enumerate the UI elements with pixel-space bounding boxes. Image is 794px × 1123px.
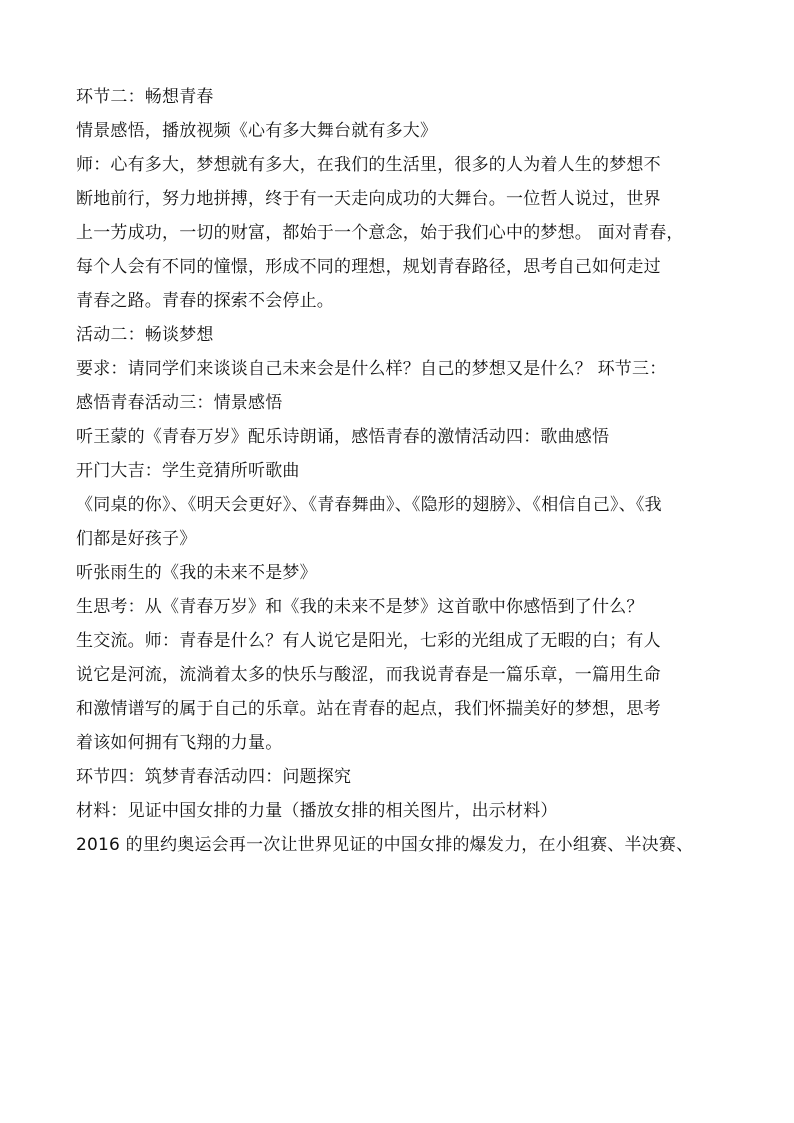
paragraph-line: 《同桌的你》、《明天会更好》、《青春舞曲》、《隐形的翅膀》、《相信自己》、《我 (76, 495, 662, 515)
paragraph-line: 情景感悟，播放视频《心有多大舞台就有多大》 (76, 121, 438, 141)
section-heading: 活动二：畅谈梦想 (76, 325, 214, 345)
paragraph-line: 听张雨生的《我的未来不是梦》 (76, 563, 317, 583)
paragraph-line: 要求：请同学们来谈谈自己未来会是什么样？自己的梦想又是什么？ 环节三： (76, 359, 667, 379)
paragraph-line: 着该如何拥有飞翔的力量。 (76, 733, 283, 753)
paragraph-line: 生思考：从《青春万岁》和《我的未来不是梦》这首歌中你感悟到了什么？ (76, 597, 644, 617)
section-heading: 环节二：畅想青春 (76, 87, 214, 107)
paragraph-line: 们都是好孩子》 (76, 529, 197, 549)
paragraph-line: 断地前行，努力地拼搏，终于有一天走向成功的大舞台。一位哲人说过，世界 (76, 189, 661, 209)
paragraph-line: 生交流。师：青春是什么？有人说它是阳光，七彩的光组成了无暇的白；有人 (76, 631, 661, 651)
paragraph-line: 听王蒙的《青春万岁》配乐诗朗诵，感悟青春的激情活动四：歌曲感悟 (76, 427, 610, 447)
paragraph-line: 说它是河流，流淌着太多的快乐与酸涩，而我说青春是一篇乐章，一篇用生命 (76, 665, 661, 685)
paragraph-line: 2016 的里约奥运会再一次让世界见证的中国女排的爆发力，在小组赛、半决赛、 (76, 835, 694, 855)
paragraph-line: 材料：见证中国女排的力量（播放女排的相关图片，出示材料） (76, 801, 558, 821)
document-body (76, 80, 726, 862)
paragraph-line: 感悟青春活动三：情景感悟 (76, 393, 283, 413)
paragraph-line: 和激情谱写的属于自己的乐章。站在青春的起点，我们怀揣美好的梦想，思考 (76, 699, 661, 719)
paragraph-line: 每个人会有不同的憧憬，形成不同的理想，规划青春路径，思考自己如何走过 (76, 257, 661, 277)
paragraph-line: 开门大吉：学生竞猜所听歌曲 (76, 461, 300, 481)
paragraph-line: 青春之路。青春的探索不会停止。 (76, 291, 334, 311)
section-heading: 环节四：筑梦青春活动四：问题探究 (76, 767, 352, 787)
paragraph-line: 师：心有多大，梦想就有多大，在我们的生活里，很多的人为着人生的梦想不 (76, 155, 661, 175)
paragraph-line: 上一艻成功，一切的财富，都始于一个意念，始于我们心中的梦想。 面对青春， (76, 223, 684, 243)
